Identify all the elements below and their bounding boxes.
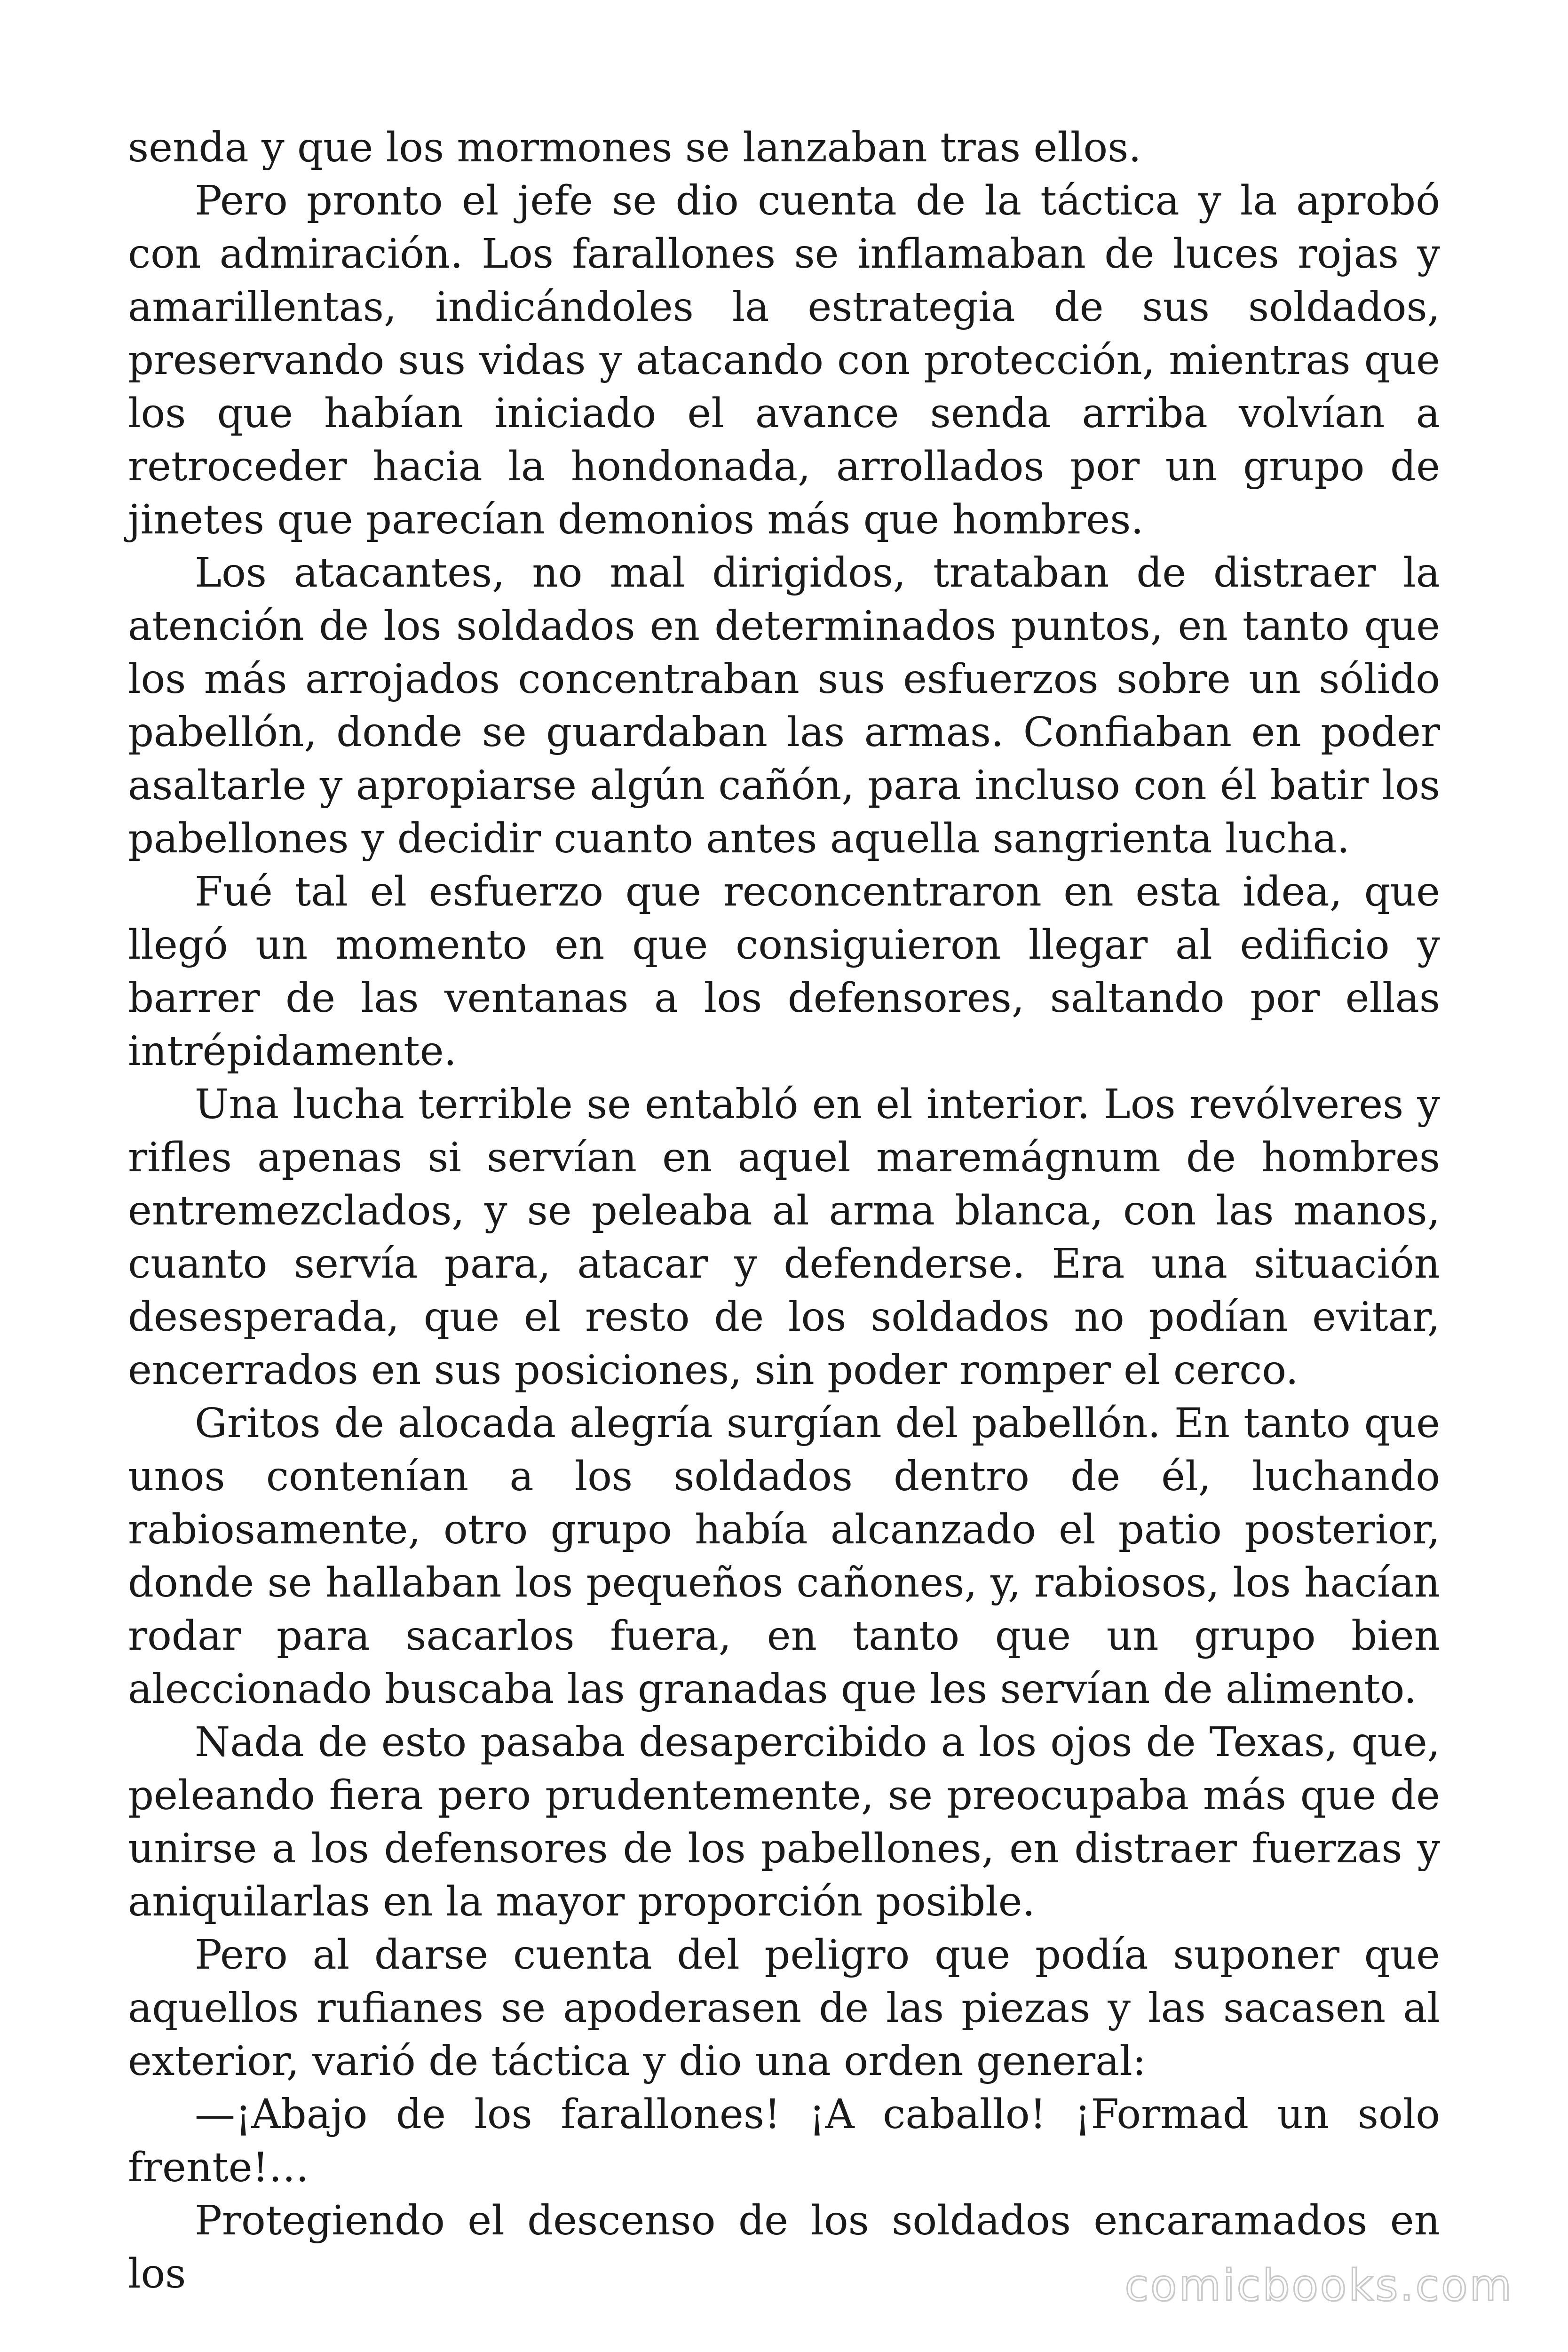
watermark: comicbooks.com — [1125, 2260, 1513, 2311]
paragraph: Una lucha terrible se entabló en el interior. Los revólveres y rifles apenas si servían en aquel maremágnum de hombres entremezclados, y se peleaba al arma blanca, con las manos, cuanto servía para, atacar y defenderse. Era una situación desesperada, que el resto de los soldados no podían evitar, encerrados en sus posiciones, sin poder romper el cerco. — [128, 1081, 1440, 1394]
paragraph: senda y que los mormones se lanzaban tras ellos. — [128, 124, 1141, 171]
body-text — [128, 121, 1440, 2301]
paragraph: Pero al darse cuenta del peligro que podía suponer que aquellos rufianes se apoderasen de las piezas y las sacasen al exterior, varió de táctica y dio una orden general: — [128, 1931, 1440, 2085]
paragraph: Pero pronto el jefe se dio cuenta de la táctica y la aprobó con admiración. Los farallones se inflamaban de luces rojas y amarillentas, indicándoles la estrategia de sus soldados, preservando sus vidas y atacando con protección, mientras que los que habían iniciado el avance senda arriba volvían a retroceder hacia la hondonada, arrollados por un grupo de jinetes que parecían demonios más que hombres. — [128, 177, 1440, 543]
paragraph: Fué tal el esfuerzo que reconcentraron en esta idea, que llegó un momento en que consiguieron llegar al edificio y barrer de las ventanas a los defensores, saltando por ellas intrépidamente. — [128, 868, 1440, 1075]
paragraph: Nada de esto pasaba desapercibido a los ojos de Texas, que, peleando fiera pero prudentemente, se preocupaba más que de unirse a los defensores de los pabellones, en distraer fuerzas y aniquilarlas en la mayor proporción posible. — [128, 1719, 1440, 1925]
paragraph: Gritos de alocada alegría surgían del pabellón. En tanto que unos contenían a los soldados dentro de él, luchando rabiosamente, otro grupo había alcanzado el patio posterior, donde se hallaban los pequeños cañones, y, rabiosos, los hacían rodar para sacarlos fuera, en tanto que un grupo bien aleccionado buscaba las granadas que les servían de alimento. — [128, 1400, 1440, 1713]
paragraph: Protegiendo el descenso de los soldados encaramados en los — [128, 2197, 1440, 2297]
paragraph: Los atacantes, no mal dirigidos, trataban de distraer la atención de los soldados en determinados puntos, en tanto que los más arrojados concentraban sus esfuerzos sobre un sólido pabellón, donde se guardaban las armas. Confiaban en poder asaltarle y apropiarse algún cañón, para incluso con él batir los pabellones y decidir cuanto antes aquella sangrienta lucha. — [128, 549, 1440, 862]
dialogue-line: —¡Abajo de los farallones! ¡A caballo! ¡Formad un solo frente!… — [128, 2091, 1440, 2191]
